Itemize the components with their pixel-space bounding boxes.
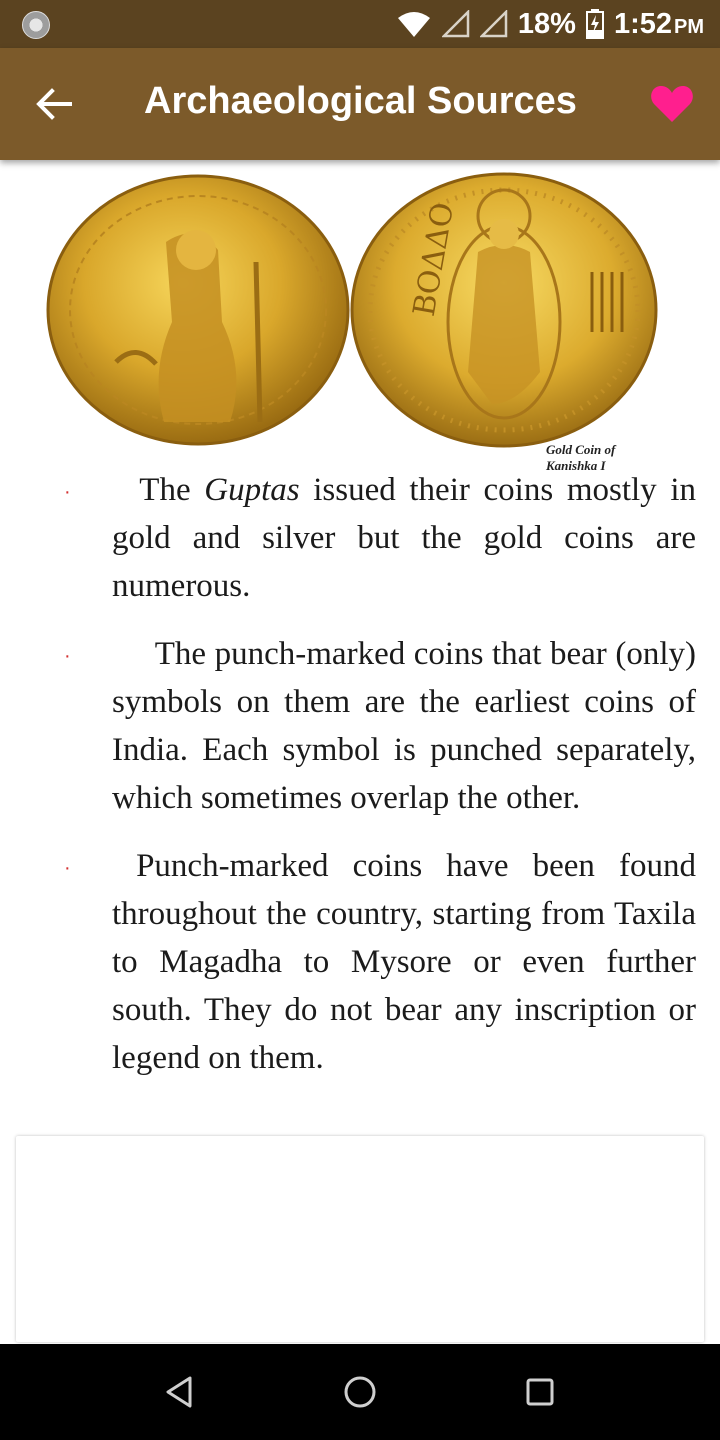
gold-coins-illustration — [46, 172, 666, 454]
signal-icon — [442, 10, 470, 38]
arrow-back-icon — [34, 86, 78, 122]
battery-percent: 18% — [517, 7, 576, 40]
bullet-marker: · — [64, 645, 71, 667]
app-bar — [0, 48, 720, 160]
status-bar — [0, 0, 720, 48]
back-button[interactable] — [34, 86, 78, 122]
bullet-marker: · — [64, 857, 71, 879]
bullet-text-part: Punch-marked coins have been found throughout the country, starting from Taxila to Magadha to Mysore or even further south. They do not bear any inscription or legend on them. — [112, 848, 696, 1076]
bullet-emphasis: Guptas — [204, 472, 300, 508]
heart-icon — [650, 84, 694, 124]
nav-recents-button[interactable] — [520, 1372, 560, 1412]
bullet-marker: · — [64, 481, 71, 503]
system-nav-bar — [0, 1344, 720, 1440]
bullet-list — [0, 466, 720, 1102]
bullet-text — [112, 842, 696, 1082]
svg-text:ΒΟΔΔΟ: ΒΟΔΔΟ — [406, 199, 462, 319]
clock — [614, 8, 704, 41]
favorite-button[interactable] — [650, 84, 694, 124]
bullet-text-part: issued their coins mostly in gold and silver but the gold coins are numerous. — [112, 472, 696, 604]
coin-image — [46, 172, 666, 473]
page-title: Archaeological Sources — [144, 80, 577, 122]
app-notification-icon — [22, 11, 50, 39]
list-item — [0, 630, 720, 822]
list-item — [0, 466, 720, 610]
clock-ampm: PM — [674, 15, 704, 38]
bullet-text-part: The punch-marked coins that bear (only) symbols on them are the earliest coins of India. Each symbol is punched separately, which sometimes overlap the other. — [112, 636, 696, 816]
status-indicators — [396, 0, 704, 48]
ad-banner[interactable] — [16, 1136, 704, 1342]
bullet-text-part: The — [139, 472, 205, 508]
nav-recents-icon — [520, 1372, 560, 1412]
signal-icon — [480, 10, 508, 38]
bullet-text — [112, 630, 696, 822]
nav-back-icon — [160, 1372, 200, 1412]
clock-time: 1:52 — [613, 7, 672, 40]
content-area — [0, 160, 720, 1136]
nav-home-icon — [340, 1372, 380, 1412]
bullet-text — [112, 466, 696, 610]
nav-home-button[interactable] — [340, 1372, 380, 1412]
image-caption: Gold Coin of Kanishka I — [546, 442, 616, 473]
wifi-icon — [396, 10, 432, 38]
list-item — [0, 842, 720, 1082]
nav-back-button[interactable] — [160, 1372, 200, 1412]
battery-charging-icon — [586, 9, 604, 39]
